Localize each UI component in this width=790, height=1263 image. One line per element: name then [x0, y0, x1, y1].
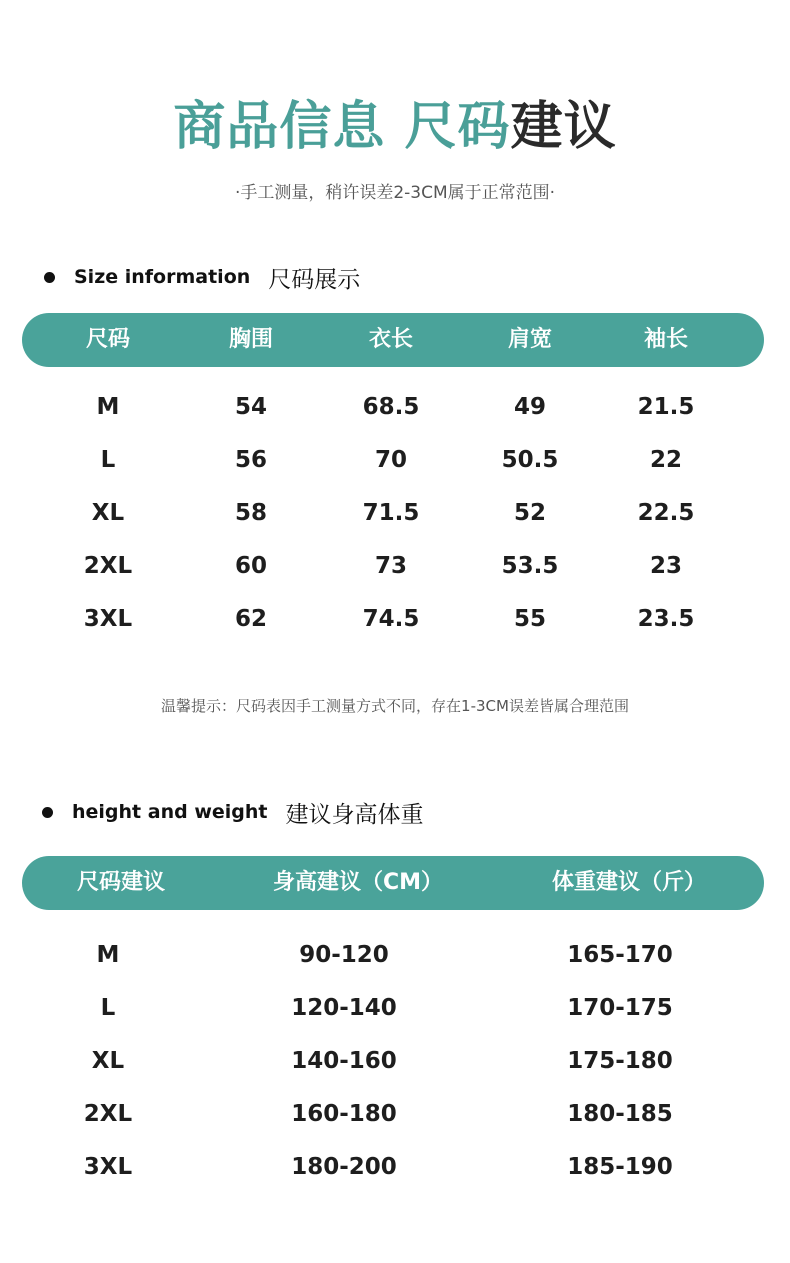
height-weight-table-cell: 120-140: [291, 995, 397, 1021]
bullet-dot-icon: [44, 272, 55, 283]
height-section-label-cn: 建议身高体重: [285, 801, 424, 828]
height-weight-table-cell: 90-120: [299, 942, 389, 968]
size-table-cell: 50.5: [501, 447, 559, 473]
size-table-cell: 60: [234, 553, 268, 579]
size-table-header-cell: 肩宽: [507, 327, 553, 352]
title-part-suggestion: 建议: [510, 97, 617, 157]
page-title: [0, 92, 790, 162]
size-table-header-cell: 袖长: [643, 327, 689, 352]
size-table-cell: L: [100, 447, 116, 473]
size-section-label-en: Size information: [74, 266, 251, 288]
height-weight-table-header-cell: 身高建议（CM）: [272, 870, 444, 895]
size-table-cell: 56: [234, 447, 268, 473]
size-section-label-cn: 尺码展示: [268, 266, 361, 293]
size-table-cell: 23.5: [637, 606, 695, 632]
size-table-header-cell: 尺码: [85, 327, 131, 352]
size-table-cell: 58: [234, 500, 268, 526]
height-section-label-en: height and weight: [72, 801, 268, 823]
height-section-label: [42, 797, 423, 827]
size-table-cell: 49: [513, 394, 547, 420]
height-weight-table-header-cell: 尺码建议: [76, 870, 166, 895]
size-table-cell: 62: [234, 606, 268, 632]
size-table-cell: 68.5: [362, 394, 420, 420]
size-table-cell: 21.5: [637, 394, 695, 420]
tip-note: 温馨提示：尺码表因手工测量方式不同，存在1-3CM误差皆属合理范围: [161, 697, 629, 715]
size-table-cell: 54: [234, 394, 268, 420]
height-weight-table-cell: 175-180: [567, 1048, 673, 1074]
measurement-subtitle: ·手工测量，稍许误差2-3CM属于正常范围·: [234, 183, 556, 203]
size-table-cell: 70: [374, 447, 408, 473]
height-weight-table-cell: 2XL: [83, 1101, 133, 1127]
height-weight-table-cell: 180-185: [567, 1101, 673, 1127]
title-part-size: 尺码: [404, 97, 511, 157]
size-table-cell: XL: [91, 500, 125, 526]
height-weight-table-cell: 180-200: [291, 1154, 397, 1180]
size-table-cell: 74.5: [362, 606, 420, 632]
title-part-spacer: [385, 97, 404, 157]
size-table-cell: 53.5: [501, 553, 559, 579]
height-weight-table-cell: M: [96, 942, 120, 968]
size-table-cell: 52: [513, 500, 547, 526]
height-weight-table-header: [22, 856, 764, 910]
height-weight-table-cell: 165-170: [567, 942, 673, 968]
size-table-cell: 22: [649, 447, 683, 473]
size-table-cell: M: [96, 394, 120, 420]
size-table-cell: 71.5: [362, 500, 420, 526]
height-weight-table-cell: 160-180: [291, 1101, 397, 1127]
size-table-header-cell: 胸围: [228, 327, 274, 352]
bullet-dot-icon: [42, 807, 53, 818]
height-weight-table-cell: 3XL: [83, 1154, 133, 1180]
size-table-header-cell: 衣长: [368, 327, 414, 352]
height-weight-table-cell: 185-190: [567, 1154, 673, 1180]
height-weight-table-cell: XL: [91, 1048, 125, 1074]
size-table-cell: 22.5: [637, 500, 695, 526]
title-part-product-info: 商品信息: [173, 97, 386, 157]
height-weight-table-cell: L: [100, 995, 116, 1021]
size-section-label: [44, 262, 360, 292]
size-table-cell: 73: [374, 553, 408, 579]
size-table-cell: 55: [513, 606, 547, 632]
height-weight-table-cell: 170-175: [567, 995, 673, 1021]
size-table-cell: 3XL: [83, 606, 133, 632]
height-weight-table-cell: 140-160: [291, 1048, 397, 1074]
size-table-cell: 23: [649, 553, 683, 579]
height-weight-table-header-cell: 体重建议（斤）: [551, 870, 707, 895]
size-table-cell: 2XL: [83, 553, 133, 579]
size-table-header: [22, 313, 764, 367]
